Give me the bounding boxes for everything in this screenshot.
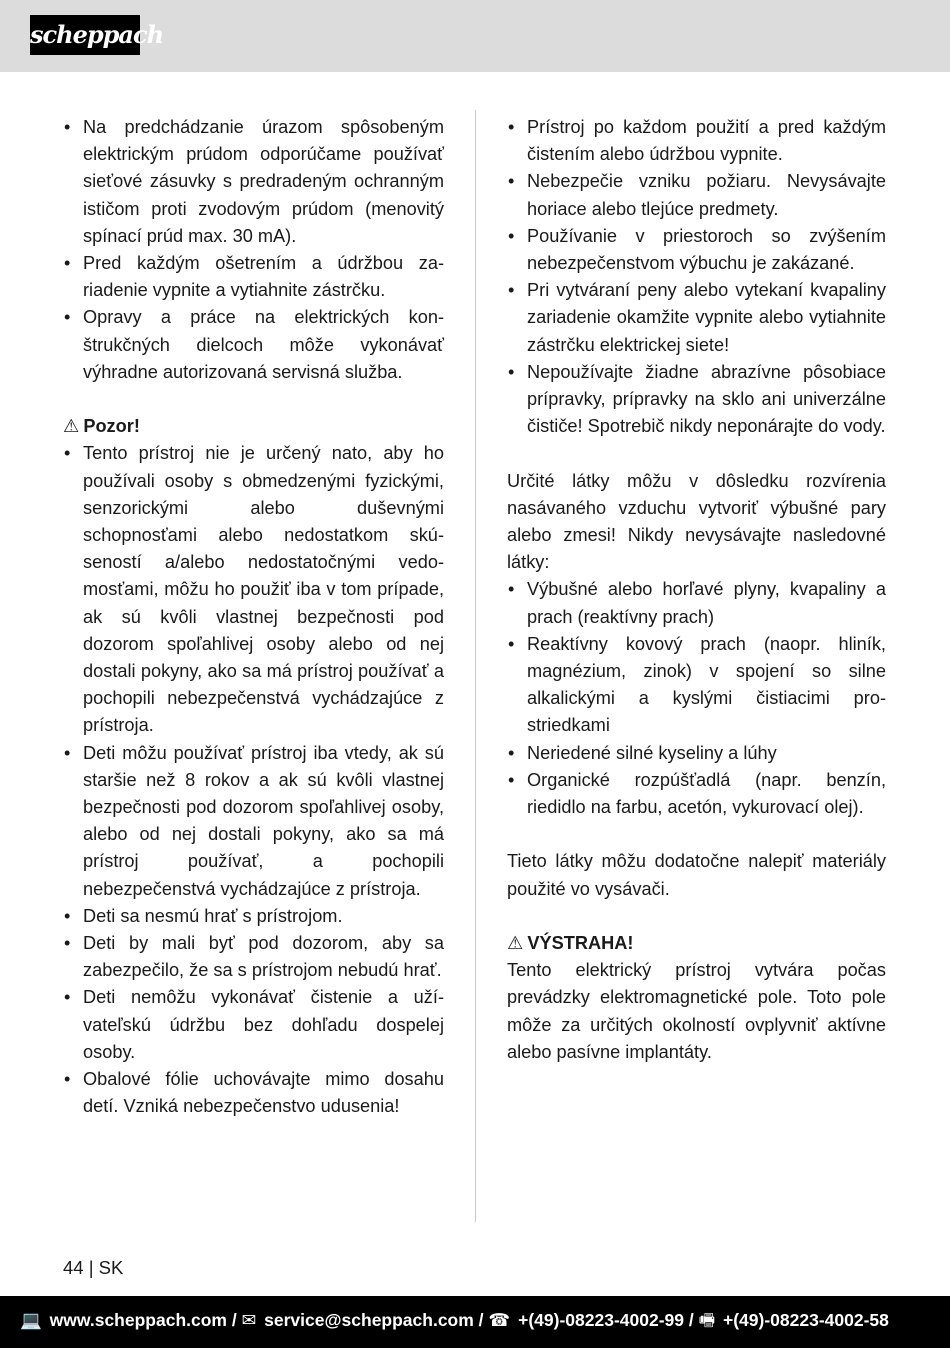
page-header [0, 0, 950, 72]
page-footer [0, 1296, 950, 1348]
list-item: • Opravy a práce na elektrických konštrukčných dielcoch môže vykonávať výhradne autorizovaná servisná služba. [63, 304, 444, 386]
list-item: • Pred každým ošetrením a údržbou zariadenie vypnite a vytiahnite zástrčku. [63, 250, 444, 304]
pozor-heading [63, 413, 444, 440]
website-link[interactable]: www.scheppach.com / [49, 1310, 237, 1330]
scheppach-logo: scheppach [30, 15, 140, 55]
safety-bullets-operation [507, 114, 886, 440]
email-link[interactable]: service@scheppach.com / [264, 1310, 484, 1330]
hazardous-substances-list [507, 576, 886, 821]
mail-icon: ✉ [241, 1310, 257, 1330]
warning-icon: ⚠ [507, 933, 524, 954]
left-column [63, 114, 444, 1121]
list-item: • Deti môžu používať prístroj iba vtedy, ak sú staršie než 8 rokov a ak sú kvôli vlastnej bezpečnosti pod dozorom spoľahlivej osoby, alebo od nej dostali pokyny, ako sa má prístroj používať, a pochopili nebezpečenstvá vychádzajúce z prístroja. [63, 740, 444, 903]
warning-icon: ⚠ [63, 416, 80, 437]
em-field-warning: Tento elektrický prístroj vytvára počas prevádzky elektromagnetické pole. Toto pole môže za určitých okolností ovplyvniť aktívne alebo pasívne implantáty. [507, 960, 886, 1062]
phone-number: +(49)-08223-4002-99 / [518, 1310, 694, 1330]
list-item: • Tento prístroj nie je určený nato, aby ho používali osoby s obmedzenými fyzickými, senzorickými alebo duševnými schopnosťami alebo nedostatkom skúseností a/alebo nedostatočnými vedomosťami, môžu ho použiť iba v tom prípade, ak sú kvôli vlastnej bezpečnosti pod dozorom spoľahlivej osoby alebo od nej dostali pokyny, ako sa má prístroj používať a pochopili nebezpečenstvá vychádzajúce z prístroja. [63, 440, 444, 739]
list-item: • Organické rozpúšťadlá (napr. benzín, riedidlo na farbu, acetón, vykurovací olej). [507, 767, 886, 821]
list-item: • Výbušné alebo horľavé plyny, kvapaliny a prach (reaktívny prach) [507, 576, 886, 630]
list-item: • Deti nemôžu vykonávať čistenie a užívateľskú údržbu bez dohľadu dospelej osoby. [63, 984, 444, 1066]
list-item: • Deti by mali byť pod dozorom, aby sa zabezpečilo, že sa s prístrojom nebudú hrať. [63, 930, 444, 984]
list-item: • Nebezpečie vzniku požiaru. Nevysávajte horiace alebo tlejúce predmety. [507, 168, 886, 222]
hazardous-substances-intro: Určité látky môžu v dôsledku rozvírenia nasávaného vzduchu vytvoriť výbušné pary alebo zmesi! Nikdy nevysávajte nasledovné látky: [507, 470, 886, 573]
spacer [507, 440, 886, 467]
list-item: • Neriedené silné kyseliny a lúhy [507, 740, 886, 767]
list-item: • Reaktívny kovový prach (naopr. hliník, magnézium, zinok) v spojení so silne alkalickými a kyslými čistiacimi prostriedkami [507, 631, 886, 740]
list-item: • Prístroj po každom použití a pred každým čistením alebo údržbou vypnite. [507, 114, 886, 168]
right-column [507, 114, 886, 1066]
vystraha-title: VÝSTRAHA! [527, 933, 634, 954]
materials-note: Tieto látky môžu dodatočne nalepiť materiály použité vo vysávači. [507, 851, 886, 899]
phone-icon: ☎ [488, 1310, 511, 1330]
spacer [507, 903, 886, 930]
list-item: • Deti sa nesmú hrať s prístrojom. [63, 903, 444, 930]
list-item: • Pri vytváraní peny alebo vytekaní kvapaliny zariadenie okamžite vypnite alebo vytiahnite zástrčku elektrickej siete! [507, 277, 886, 359]
pozor-title: Pozor! [83, 416, 140, 437]
fax-number: +(49)-08223-4002-58 [723, 1310, 889, 1330]
safety-bullets-electrical [63, 114, 444, 386]
safety-bullets-persons [63, 440, 444, 1120]
fax-icon: 🖷 [698, 1310, 716, 1330]
computer-icon: 💻 [20, 1310, 42, 1330]
page-number: 44 | SK [63, 1257, 124, 1278]
column-divider [475, 110, 476, 1222]
spacer [507, 821, 886, 848]
list-item: • Obalové fólie uchovávajte mimo dosahu detí. Vzniká nebezpečenstvo udusenia! [63, 1066, 444, 1120]
list-item: • Používanie v priestoroch so zvýšením nebezpečenstvom výbuchu je zakázané. [507, 223, 886, 277]
list-item: • Na predchádzanie úrazom spôsobeným elektrickým prúdom odporúčame používať sieťové zásuvky s predradeným ochranným ističom proti zvodovým prúdom (menovitý spínací prúd max. 30 mA). [63, 114, 444, 250]
spacer [63, 386, 444, 413]
list-item: • Nepoužívajte žiadne abrazívne pôsobiace prípravky, prípravky na sklo ani univerzálne čističe! Spotrebič nikdy neponárajte do vody. [507, 359, 886, 441]
vystraha-heading [507, 930, 886, 957]
